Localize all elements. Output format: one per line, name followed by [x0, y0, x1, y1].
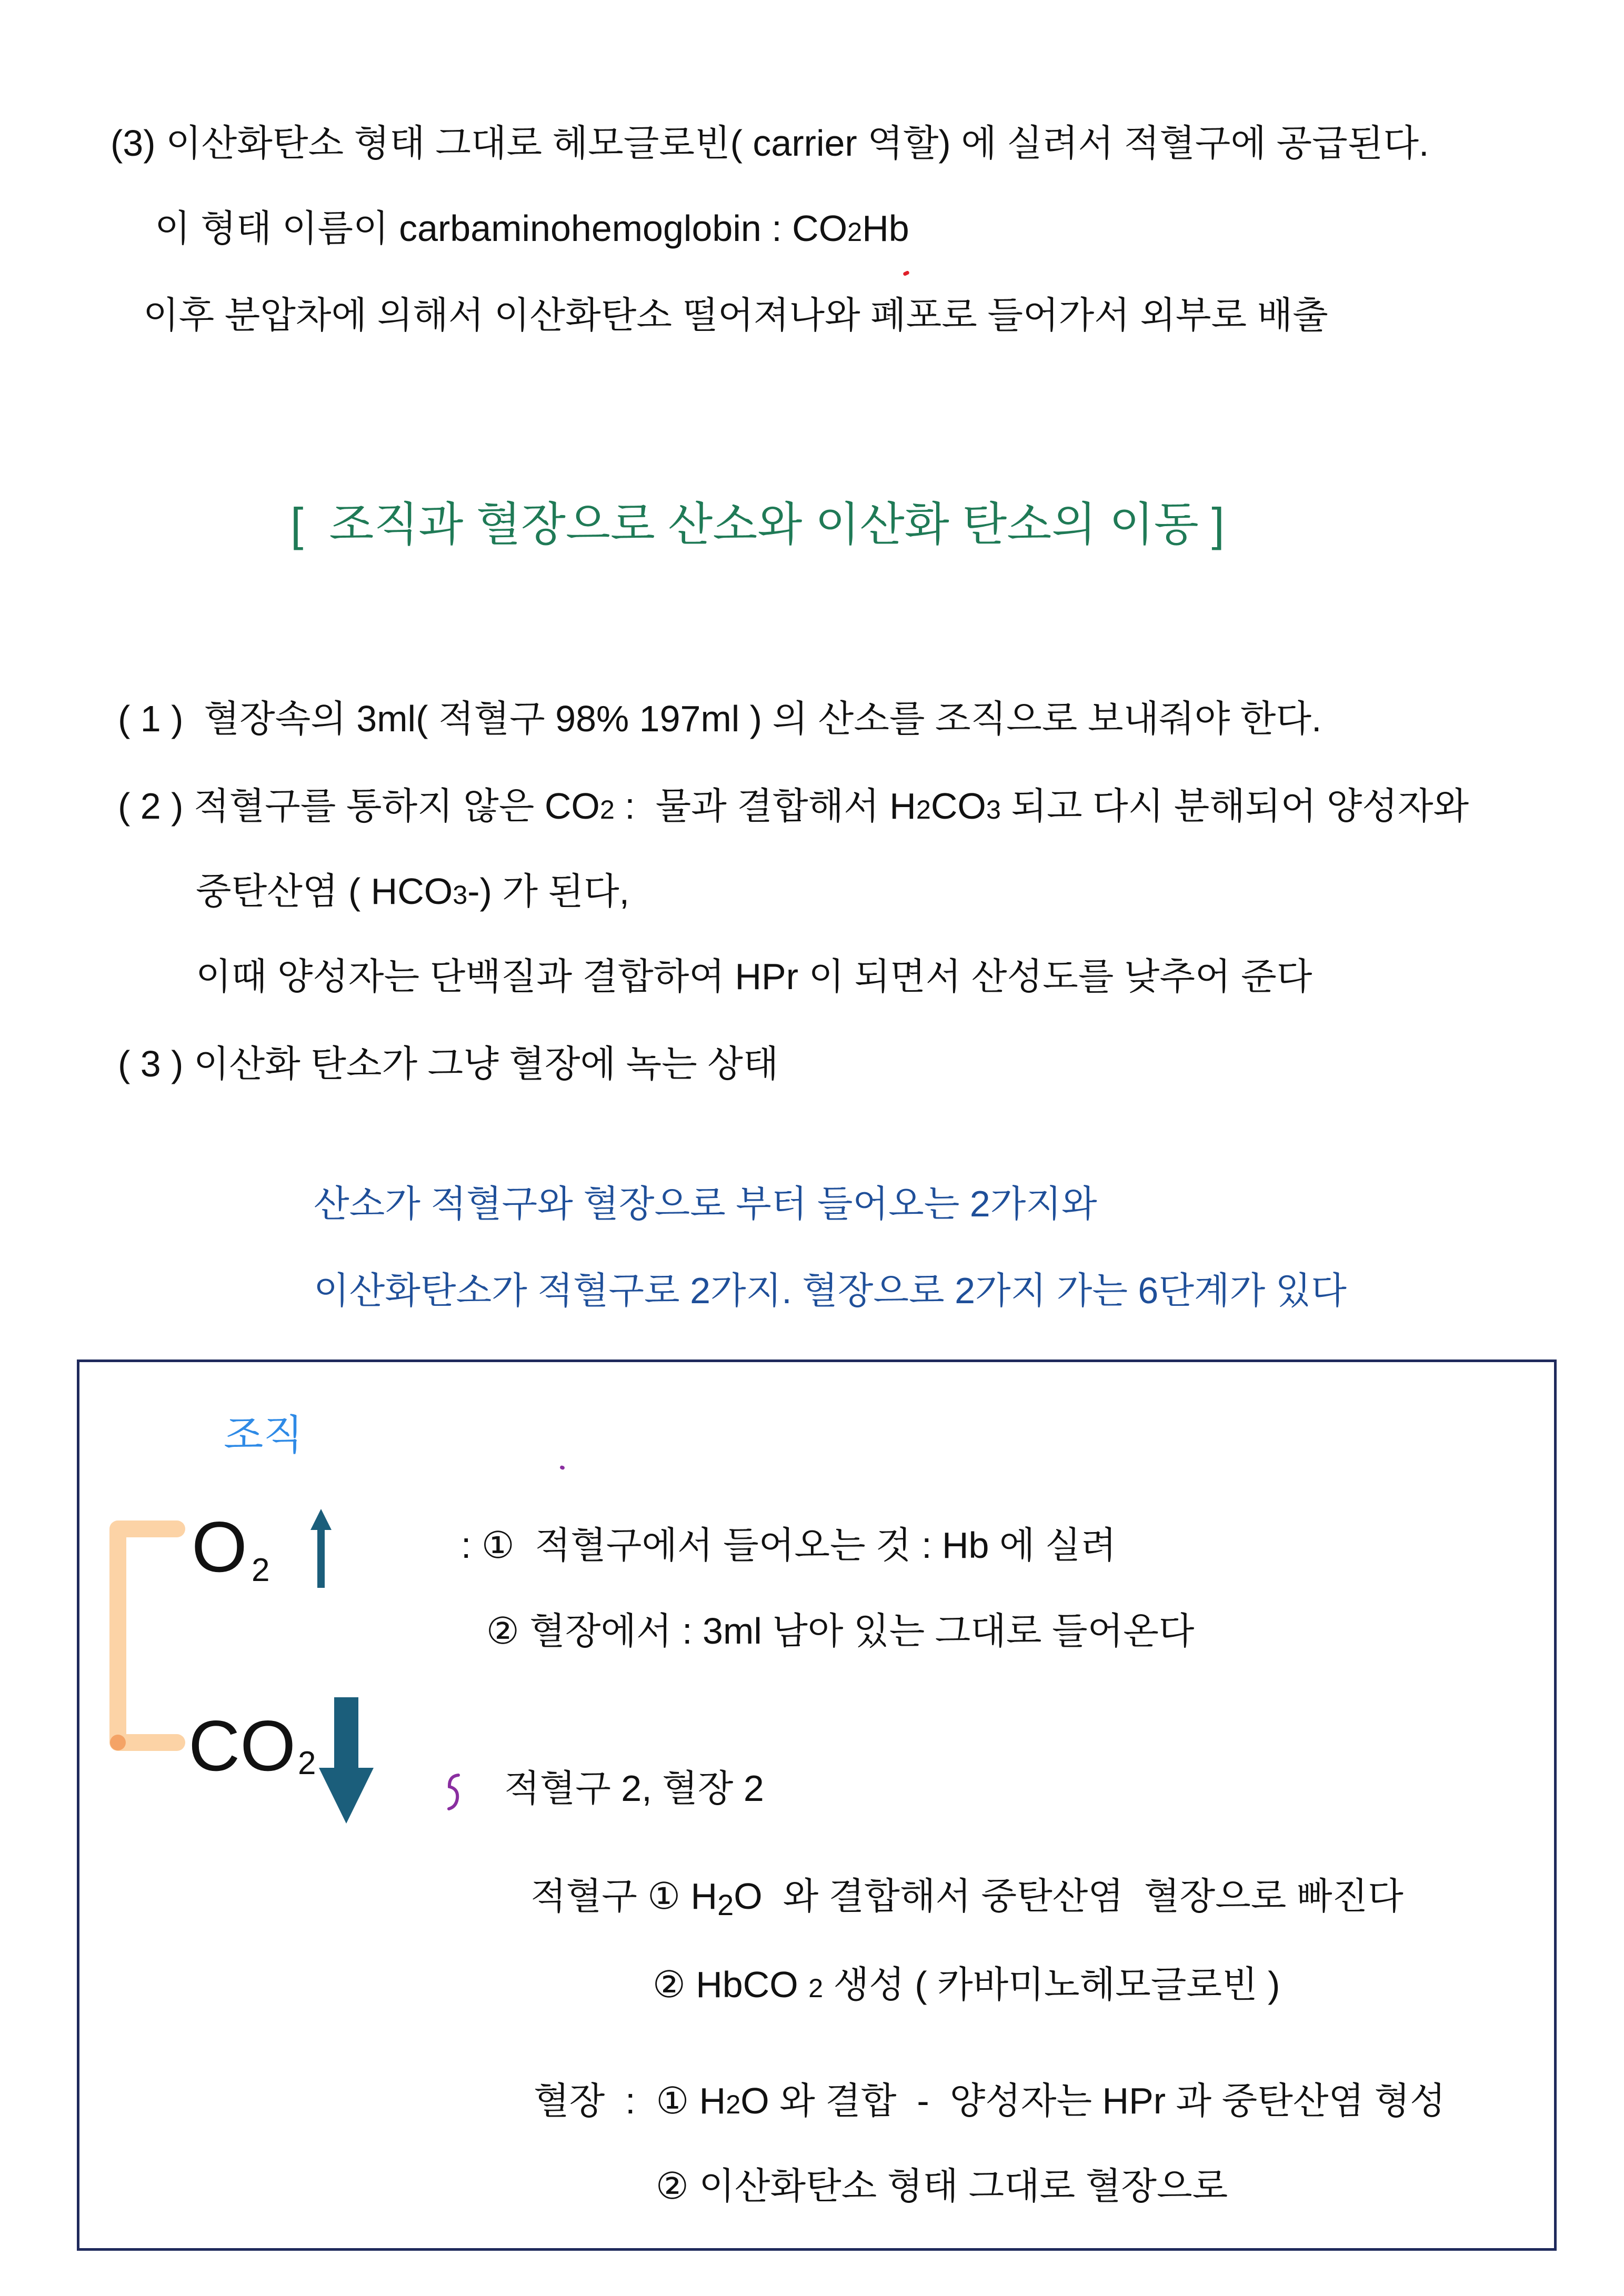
item-2-subscript-co2: 2: [599, 794, 615, 824]
o2-base: O: [192, 1507, 247, 1587]
arrow-up-icon: [305, 1507, 337, 1591]
stray-red-mark: [903, 270, 910, 276]
intro-line-2: [155, 206, 909, 254]
arrow-down-icon: [317, 1694, 375, 1825]
o2-route-2: ② 혈장에서 : 3ml 남아 있는 그대로 들어온다: [486, 1610, 1195, 1651]
bracket-connector: [95, 1504, 201, 1767]
plasma-route-1: [534, 2079, 1446, 2127]
item-2-line-2-subscript: 3: [453, 880, 468, 910]
co2-summary: 적혈구 2, 혈장 2: [504, 1768, 764, 1809]
o2-route-1: : ① 적혈구에서 들어오는 것 : Hb 에 실려: [461, 1525, 1117, 1566]
item-3: ( 3 ) 이산화 탄소가 그냥 혈장에 녹는 상태: [118, 1043, 779, 1084]
section-heading: [ 조직과 혈장으로 산소와 이산화 탄소의 이동 ]: [290, 498, 1225, 550]
rbc-route-1-text: 적혈구 ① H: [530, 1876, 718, 1917]
o2-subscript: 2: [252, 1552, 270, 1588]
co2-base: CO: [188, 1706, 296, 1786]
intro-line-2-suffix: Hb: [862, 208, 909, 249]
bracket-line: [118, 1529, 177, 1743]
plasma-route-1-suffix: O 와 결합 - 양성자는 HPr 과 중탄산염 형성: [740, 2080, 1446, 2121]
item-2-subscript-o3: 3: [986, 794, 1001, 824]
bracket-end-dot: [110, 1735, 126, 1750]
item-2-line-2-text: 중탄산염 ( HCO: [196, 871, 453, 912]
note-line-1: 산소가 적혈구와 혈장으로 부터 들어오는 2가지와: [314, 1183, 1097, 1224]
rbc-route-1: [530, 1874, 1404, 1921]
item-2-text-g: 되고 다시 분해되어 양성자와: [1000, 786, 1469, 827]
item-2-line-3: 이때 양성자는 단백질과 결합하여 HPr 이 되면서 산성도를 낮추어 준다: [196, 956, 1312, 997]
intro-line-1: (3) 이산화탄소 형태 그대로 헤모글로빈( carrier 역할) 에 실려서 적혈구에 공급된다.: [111, 123, 1429, 164]
item-2-line-2: [196, 869, 629, 917]
stray-purple-mark: [559, 1465, 565, 1471]
rbc-route-2: [653, 1962, 1280, 2010]
item-2-text-e: CO: [930, 786, 986, 827]
rbc-route-2-subscript: 2: [808, 1973, 824, 2003]
item-2-line-2-suffix: -) 가 된다,: [467, 871, 630, 912]
plasma-route-1-text: 혈장 : ① H: [534, 2080, 726, 2121]
plasma-route-2: ② 이산화탄소 형태 그대로 혈장으로: [656, 2166, 1228, 2207]
intro-line-2-text: 이 형태 이름이 carbaminohemoglobin : CO: [155, 208, 848, 249]
item-2-subscript-h2: 2: [916, 794, 931, 824]
item-2-line-1: [118, 784, 1469, 832]
intro-line-3: 이후 분압차에 의해서 이산화탄소 떨어져나와 폐포로 들어가서 외부로 배출: [143, 295, 1328, 336]
rbc-route-1-subscript: 2: [717, 1888, 734, 1922]
rbc-route-2-suffix: 생성 ( 카바미노헤모글로빈 ): [823, 1964, 1280, 2005]
diagram-box: [77, 1360, 1557, 2251]
note-line-2: 이산화탄소가 적혈구로 2가지. 혈장으로 2가지 가는 6단계가 있다: [314, 1270, 1347, 1311]
item-2-text-a: ( 2 ) 적혈구를 통하지 않은 CO: [118, 786, 600, 827]
rbc-route-1-suffix: O 와 결합해서 중탄산염 혈장으로 빠진다: [734, 1876, 1404, 1917]
rbc-route-2-text: ② HbCO: [653, 1964, 809, 2005]
co2-subscript: 2: [298, 1745, 316, 1781]
item-1: ( 1 ) 혈장속의 3ml( 적혈구 98% 197ml ) 의 산소를 조직으로 보내줘야 한다.: [118, 698, 1322, 739]
item-2-text-c: : 물과 결합해서 H: [614, 786, 916, 827]
plasma-route-1-subscript: 2: [726, 2089, 741, 2119]
intro-line-2-subscript: 2: [847, 217, 863, 247]
tissue-label: 조직: [224, 1412, 303, 1458]
stray-purple-glyph: [443, 1770, 464, 1812]
